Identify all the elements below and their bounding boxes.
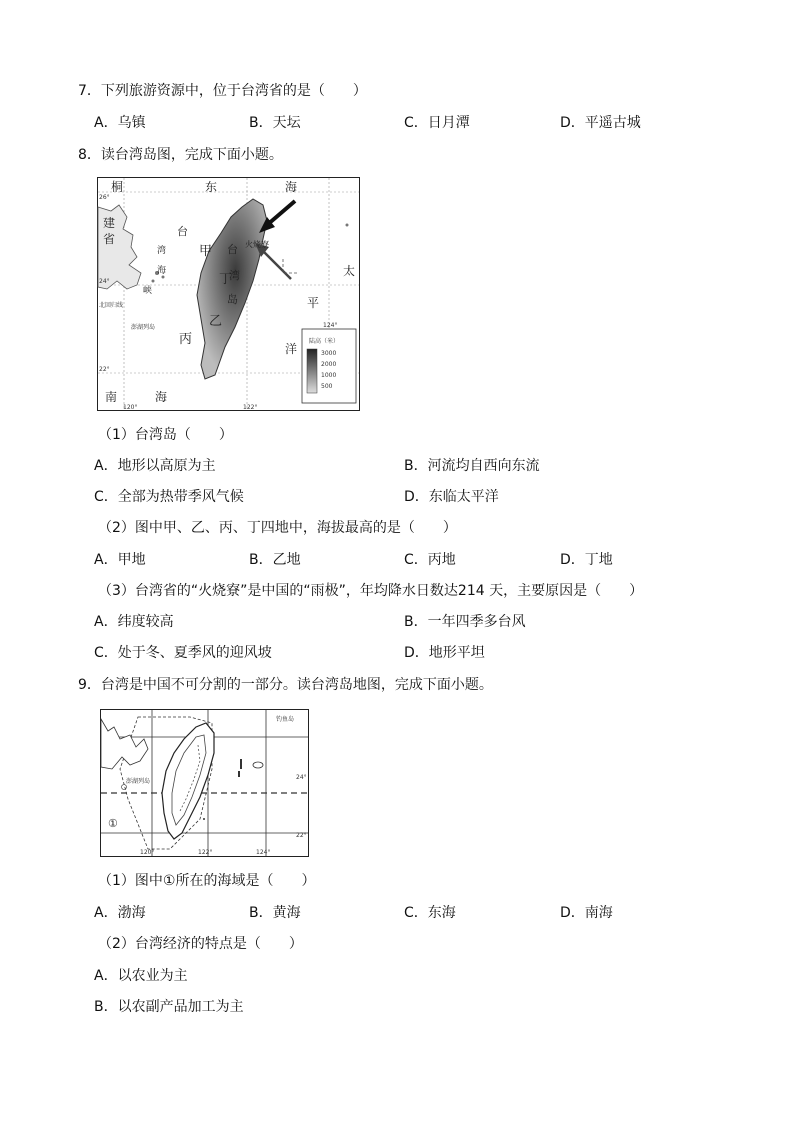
q8-sub1-option-b[interactable]: B．河流均自西向东流	[404, 458, 540, 474]
map8-label-penghu: 澎湖列岛	[131, 324, 156, 331]
map8-sea-label: 平	[307, 296, 320, 310]
q9-sub1-option-b[interactable]: B．黄海	[249, 905, 301, 921]
map9-lon-tick: 120°	[140, 849, 155, 856]
map8-legend-500: 500	[321, 383, 333, 390]
q8-sub2-option-d[interactable]: D．丁地	[560, 552, 613, 568]
map8-sea-label: 桐	[111, 180, 124, 194]
q7-stem: 7．下列旅游资源中，位于台湾省的是（ ）	[78, 83, 367, 99]
q7-option-a[interactable]: A．乌镇	[94, 115, 146, 131]
map8-land-label: 台	[227, 243, 238, 256]
q8-sub1-option-c[interactable]: C．全部为热带季风气候	[94, 489, 244, 505]
map8-label-bing: 丙	[179, 332, 193, 347]
map8-lat-tick: 24°	[99, 278, 110, 285]
taiwan-outline-map-svg	[100, 709, 309, 857]
q9-sub2-stem: （2）台湾经济的特点是（ ）	[98, 936, 303, 952]
map8-label-yi: 乙	[209, 314, 223, 329]
map8-lon-tick: 124°	[323, 322, 338, 329]
map8-sea-label: 太	[343, 264, 356, 278]
q9-sub1-option-a[interactable]: A．渤海	[94, 905, 146, 921]
q9-sub1-option-c[interactable]: C．东海	[404, 905, 456, 921]
map8-land-label: 海	[157, 266, 167, 276]
q9-sub2-option-a[interactable]: A．以农业为主	[94, 968, 188, 984]
q9-sub1-option-d[interactable]: D．南海	[560, 905, 613, 921]
map8-sea-label: 洋	[285, 342, 298, 356]
map8-land-label: 岛	[227, 293, 238, 306]
q9-sub2-option-b[interactable]: B．以农副产品加工为主	[94, 999, 244, 1015]
q8-sub2-option-c[interactable]: C．丙地	[404, 552, 456, 568]
map9-lat-tick: 22°	[296, 832, 307, 839]
q8-sub3-option-c[interactable]: C．处于冬、夏季风的迎风坡	[94, 645, 272, 661]
map8-sea-label: 海	[285, 180, 298, 194]
taiwan-outline-map	[100, 709, 309, 857]
q8-sub3-stem: （3）台湾省的“火烧寮”是中国的“雨极”，年均降水日数达214 天，主要原因是（ ）	[98, 583, 644, 599]
map8-label-ding: 丁	[219, 272, 233, 287]
map9-label-diaoyu: 钓鱼岛	[276, 716, 295, 723]
map8-land-label: 建	[103, 216, 116, 230]
map9-lon-tick: 124°	[256, 849, 271, 856]
map8-sea-label: 东	[205, 180, 218, 194]
q8-sub2-stem: （2）图中甲、乙、丙、丁四地中，海拔最高的是（ ）	[98, 520, 457, 536]
q9-stem: 9．台湾是中国不可分割的一部分。读台湾岛地图，完成下面小题。	[78, 677, 493, 693]
map8-land-label: 峡	[143, 286, 153, 296]
map8-legend-1000: 1000	[321, 372, 337, 379]
map8-lat-tick: 26°	[99, 194, 110, 201]
map8-sea-label: 南	[105, 390, 118, 404]
q8-sub1-stem: （1）台湾岛（ ）	[98, 427, 233, 443]
map9-lat-tick: 24°	[296, 774, 307, 781]
map9-lon-tick: 122°	[198, 849, 213, 856]
q7-option-b[interactable]: B．天坛	[249, 115, 301, 131]
q8-sub3-option-b[interactable]: B．一年四季多台风	[404, 614, 526, 630]
map8-label-jia: 甲	[199, 244, 213, 259]
map8-label-tropic: 北回归线	[99, 302, 124, 309]
map8-lon-tick: 122°	[243, 404, 258, 411]
map9-marker-1: ①	[108, 817, 118, 830]
q8-stem: 8．读台湾岛图，完成下面小题。	[78, 147, 283, 163]
map8-land-label: 省	[103, 232, 116, 246]
map9-label-penghu: 澎湖列岛	[126, 778, 151, 785]
map8-legend-2000: 2000	[321, 361, 337, 368]
taiwan-relief-map-svg	[97, 177, 360, 411]
q8-sub3-option-a[interactable]: A．纬度较高	[94, 614, 174, 630]
q7-option-c[interactable]: C．日月潭	[404, 115, 470, 131]
map8-legend-3000: 3000	[321, 350, 337, 357]
map8-label-huoshaoliao: 火烧寮	[245, 240, 269, 249]
q8-sub2-option-a[interactable]: A．甲地	[94, 552, 146, 568]
taiwan-relief-map	[97, 177, 360, 411]
q9-sub1-stem: （1）图中①所在的海域是（ ）	[98, 873, 316, 889]
map8-sea-label: 海	[155, 390, 168, 404]
q8-sub1-option-d[interactable]: D．东临太平洋	[404, 489, 499, 505]
map8-lon-tick: 120°	[123, 404, 138, 411]
map8-legend-title: 陆高（米）	[309, 338, 340, 345]
q8-sub2-option-b[interactable]: B．乙地	[249, 552, 301, 568]
map8-land-label: 台	[177, 225, 188, 238]
map8-land-label: 湾	[157, 246, 167, 256]
q8-sub3-option-d[interactable]: D．地形平坦	[404, 645, 485, 661]
map8-land-label: 湾	[229, 269, 240, 282]
map8-lat-tick: 22°	[99, 366, 110, 373]
q7-option-d[interactable]: D．平遥古城	[560, 115, 641, 131]
q8-sub1-option-a[interactable]: A．地形以高原为主	[94, 458, 216, 474]
